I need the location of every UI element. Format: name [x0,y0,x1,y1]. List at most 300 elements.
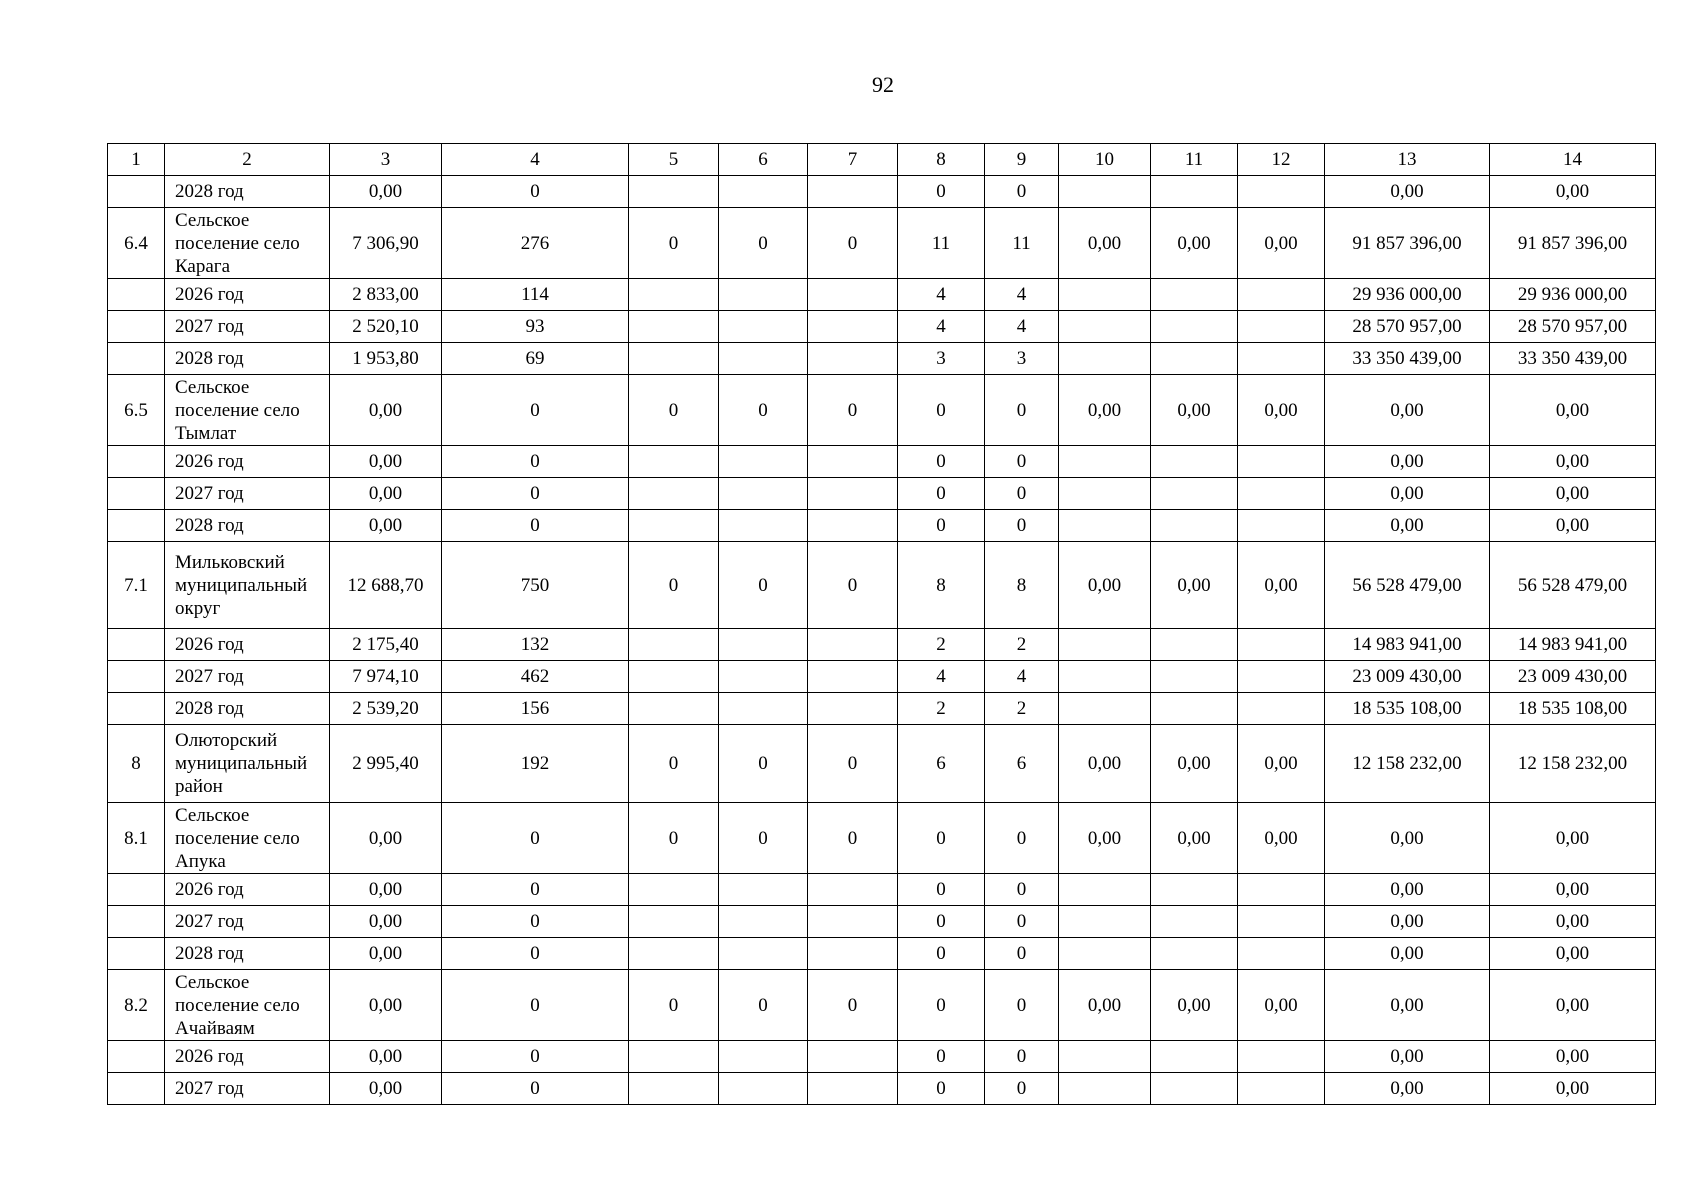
table-cell [629,693,719,725]
table-header-row [108,144,1656,176]
table-cell [1151,661,1238,693]
table-cell: 0,00 [330,803,442,874]
row-number-cell [108,311,165,343]
table-cell: 0 [985,938,1059,970]
table-cell: 0,00 [1490,1073,1656,1105]
table-cell [1059,661,1151,693]
table-cell: 0,00 [1059,725,1151,803]
table-cell: 8 [985,542,1059,629]
table-cell: 2 [898,693,985,725]
table-cell: 0 [898,906,985,938]
table-cell [719,1073,808,1105]
table-cell [1151,446,1238,478]
table-row [108,629,1656,661]
row-number-cell [108,629,165,661]
table-cell: 0,00 [1059,542,1151,629]
table-cell: 0 [442,874,629,906]
table-cell [629,629,719,661]
table-row [108,1041,1656,1073]
table-cell [1059,478,1151,510]
table-cell: 0,00 [1238,725,1325,803]
table-cell: 0 [898,874,985,906]
row-name-cell: 2027 год [165,906,330,938]
table-cell: 14 983 941,00 [1490,629,1656,661]
table-cell [1238,906,1325,938]
table-cell: 12 158 232,00 [1490,725,1656,803]
table-cell [808,446,898,478]
table-cell [629,510,719,542]
table-cell: 0,00 [1151,375,1238,446]
row-name-cell: Сельское поселение село Карага [165,208,330,279]
table-row [108,874,1656,906]
table-cell [808,938,898,970]
table-cell: 0 [442,478,629,510]
table-cell [1238,629,1325,661]
row-number-cell [108,661,165,693]
table-cell: 0,00 [1151,542,1238,629]
table-cell: 0,00 [1059,208,1151,279]
table-cell [1238,661,1325,693]
table-cell [629,311,719,343]
table-cell: 29 936 000,00 [1325,279,1490,311]
table-cell: 2 539,20 [330,693,442,725]
table-cell [1238,510,1325,542]
table-cell: 0 [985,906,1059,938]
table-cell [719,906,808,938]
table-cell: 4 [985,661,1059,693]
table-cell: 0,00 [1490,938,1656,970]
table-cell [1238,1041,1325,1073]
table-cell [719,938,808,970]
table-cell: 0,00 [1325,874,1490,906]
table-cell: 462 [442,661,629,693]
table-cell: 0 [898,938,985,970]
table-cell [629,1041,719,1073]
table-cell: 0,00 [1490,874,1656,906]
row-name-cell: 2028 год [165,343,330,375]
table-cell [1059,693,1151,725]
row-number-cell [108,1041,165,1073]
table-cell: 0,00 [1325,906,1490,938]
table-cell: 93 [442,311,629,343]
table-row [108,311,1656,343]
table-cell: 12 688,70 [330,542,442,629]
table-cell: 0,00 [1490,375,1656,446]
table-cell [808,343,898,375]
table-cell [1151,906,1238,938]
table-cell [629,661,719,693]
column-header: 14 [1490,144,1656,176]
table-cell [1059,906,1151,938]
table-cell [1059,1073,1151,1105]
column-header: 1 [108,144,165,176]
table-cell: 91 857 396,00 [1490,208,1656,279]
table-cell [1151,176,1238,208]
row-name-cell: Сельское поселение село Ачайваям [165,970,330,1041]
row-number-cell [108,279,165,311]
table-cell: 0 [442,1073,629,1105]
table-cell: 23 009 430,00 [1325,661,1490,693]
table-cell [719,176,808,208]
table-cell [1059,176,1151,208]
table-cell: 2 [985,629,1059,661]
table-cell: 0,00 [330,874,442,906]
table-cell: 11 [985,208,1059,279]
table-row [108,279,1656,311]
row-number-cell [108,478,165,510]
table-cell [1059,510,1151,542]
row-name-cell: 2027 год [165,478,330,510]
table-row [108,375,1656,446]
table-cell: 0,00 [1325,1073,1490,1105]
table-row [108,938,1656,970]
table-cell: 0,00 [1151,970,1238,1041]
table-cell [629,279,719,311]
table-cell: 0,00 [1151,725,1238,803]
table-cell: 2 833,00 [330,279,442,311]
table-cell [1059,938,1151,970]
row-name-cell: 2028 год [165,510,330,542]
table-cell [1238,478,1325,510]
table-cell: 0,00 [1238,803,1325,874]
table-cell: 0 [719,970,808,1041]
table-cell [719,510,808,542]
table-cell [1238,279,1325,311]
column-header: 13 [1325,144,1490,176]
table-cell [1059,874,1151,906]
table-cell: 0,00 [1490,478,1656,510]
table-cell: 114 [442,279,629,311]
table-cell: 33 350 439,00 [1325,343,1490,375]
table-cell [629,478,719,510]
table-cell: 11 [898,208,985,279]
table-cell: 0 [985,375,1059,446]
table-cell: 4 [898,279,985,311]
table-cell: 0,00 [1490,1041,1656,1073]
table-cell: 3 [898,343,985,375]
table-cell [808,279,898,311]
table-cell: 0,00 [1490,510,1656,542]
table-cell: 2 [898,629,985,661]
table-cell: 2 175,40 [330,629,442,661]
table-row [108,478,1656,510]
table-cell [1151,1041,1238,1073]
table-cell [1238,176,1325,208]
table-cell: 0,00 [1490,176,1656,208]
table-cell: 14 983 941,00 [1325,629,1490,661]
table-row [108,1073,1656,1105]
table-cell [808,1041,898,1073]
row-number-cell [108,446,165,478]
table-row [108,906,1656,938]
table-cell: 0,00 [330,176,442,208]
table-cell: 0 [808,803,898,874]
table-cell: 0,00 [1490,970,1656,1041]
row-name-cell: 2027 год [165,661,330,693]
table-cell: 0,00 [1238,542,1325,629]
table-cell: 0 [898,446,985,478]
table-cell [1238,874,1325,906]
table-cell: 0 [898,970,985,1041]
table-cell: 7 306,90 [330,208,442,279]
table-cell: 33 350 439,00 [1490,343,1656,375]
table-cell: 0,00 [1325,375,1490,446]
table-cell: 0 [985,176,1059,208]
table-cell: 0 [898,375,985,446]
table-cell: 0 [442,970,629,1041]
table-cell: 29 936 000,00 [1490,279,1656,311]
table-cell [808,510,898,542]
row-name-cell: 2026 год [165,279,330,311]
table-row [108,343,1656,375]
table-cell: 2 520,10 [330,311,442,343]
column-header: 9 [985,144,1059,176]
table-cell: 0,00 [1238,970,1325,1041]
table-cell [1059,311,1151,343]
table-cell: 0,00 [330,1073,442,1105]
table-cell [1151,343,1238,375]
table-cell: 4 [985,311,1059,343]
table-cell: 0 [985,803,1059,874]
table-cell [1151,693,1238,725]
table-cell: 18 535 108,00 [1325,693,1490,725]
table-cell: 0 [442,510,629,542]
table-cell: 7 974,10 [330,661,442,693]
table-cell: 0,00 [1325,478,1490,510]
column-header: 11 [1151,144,1238,176]
table-row [108,970,1656,1041]
table-cell [719,629,808,661]
table-cell: 0 [985,510,1059,542]
table-cell: 4 [898,661,985,693]
table-cell [808,693,898,725]
row-name-cell: Сельское поселение село Апука [165,803,330,874]
table-cell: 0 [808,375,898,446]
table-cell: 0 [629,970,719,1041]
row-number-cell [108,176,165,208]
table-cell [629,176,719,208]
table-cell: 1 953,80 [330,343,442,375]
table-cell [808,478,898,510]
row-number-cell: 8 [108,725,165,803]
table-cell: 0,00 [330,478,442,510]
table-cell: 276 [442,208,629,279]
column-header: 8 [898,144,985,176]
column-header: 2 [165,144,330,176]
table-cell: 0 [442,938,629,970]
table-cell [719,343,808,375]
table-cell: 0,00 [1325,176,1490,208]
column-header: 5 [629,144,719,176]
table-cell: 0,00 [1059,803,1151,874]
table-cell: 69 [442,343,629,375]
table-cell: 0,00 [1151,803,1238,874]
table-cell: 0,00 [330,446,442,478]
table-cell [1151,279,1238,311]
table-cell: 0 [985,970,1059,1041]
table-cell: 0 [898,510,985,542]
table-cell: 0,00 [1325,970,1490,1041]
table-cell [719,661,808,693]
table-cell: 28 570 957,00 [1325,311,1490,343]
table-cell [1151,478,1238,510]
table-cell: 192 [442,725,629,803]
table-cell [1238,343,1325,375]
column-header: 7 [808,144,898,176]
table-cell: 0,00 [1325,510,1490,542]
table-cell: 6 [985,725,1059,803]
table-cell: 0 [719,725,808,803]
table-cell: 0 [898,478,985,510]
table-cell: 0,00 [330,906,442,938]
table-cell: 2 995,40 [330,725,442,803]
table-cell: 0,00 [1325,1041,1490,1073]
table-cell [629,1073,719,1105]
table-cell [1059,1041,1151,1073]
row-name-cell: 2028 год [165,938,330,970]
column-header: 4 [442,144,629,176]
table-cell: 0,00 [330,375,442,446]
table-cell: 0 [442,906,629,938]
table-cell [808,661,898,693]
table-cell: 0 [985,874,1059,906]
table-cell: 0 [629,725,719,803]
row-name-cell: 2027 год [165,311,330,343]
table-cell [1151,938,1238,970]
data-table [107,143,1656,1105]
row-number-cell: 7.1 [108,542,165,629]
table-cell: 0,00 [330,938,442,970]
table-cell: 0 [985,1073,1059,1105]
row-number-cell [108,343,165,375]
row-number-cell [108,874,165,906]
table-cell [808,1073,898,1105]
table-cell: 750 [442,542,629,629]
table-cell [719,446,808,478]
table-cell: 156 [442,693,629,725]
table-cell [1151,874,1238,906]
table-cell: 0,00 [1151,208,1238,279]
table-cell: 0 [898,176,985,208]
table-cell [629,446,719,478]
table-row [108,446,1656,478]
table-cell: 0 [808,208,898,279]
table-cell: 6 [898,725,985,803]
table-cell: 0 [985,478,1059,510]
table-cell [808,874,898,906]
table-cell: 0 [808,970,898,1041]
table-cell: 0,00 [1325,446,1490,478]
table-cell [1059,343,1151,375]
row-name-cell: Мильковский муниципальный округ [165,542,330,629]
table-cell [1151,311,1238,343]
table-cell [719,874,808,906]
row-number-cell [108,906,165,938]
table-cell: 0 [629,542,719,629]
table-cell [1151,510,1238,542]
table-cell: 0 [442,375,629,446]
table-cell [808,176,898,208]
row-name-cell: 2026 год [165,874,330,906]
table-cell: 0 [719,803,808,874]
table-cell: 0,00 [1238,208,1325,279]
table-cell: 0 [629,803,719,874]
table-cell [1238,938,1325,970]
table-cell: 0 [898,1041,985,1073]
row-number-cell: 8.2 [108,970,165,1041]
table-cell: 56 528 479,00 [1325,542,1490,629]
row-name-cell: 2026 год [165,446,330,478]
table-cell: 0 [808,542,898,629]
table-cell [629,343,719,375]
table-cell [719,478,808,510]
table-cell: 0 [629,208,719,279]
table-cell: 12 158 232,00 [1325,725,1490,803]
table-cell: 132 [442,629,629,661]
table-cell: 0 [442,1041,629,1073]
row-name-cell: 2026 год [165,1041,330,1073]
table-cell: 0,00 [330,970,442,1041]
column-header: 12 [1238,144,1325,176]
table-cell [1059,279,1151,311]
table-cell [629,938,719,970]
table-cell [808,629,898,661]
column-header: 3 [330,144,442,176]
table-cell: 0,00 [330,1041,442,1073]
table-cell: 0,00 [1490,446,1656,478]
row-number-cell [108,510,165,542]
row-name-cell: Олюторский муниципальный район [165,725,330,803]
table-cell: 0 [719,542,808,629]
table-cell: 0,00 [1059,970,1151,1041]
row-number-cell [108,938,165,970]
table-row [108,803,1656,874]
table-row [108,510,1656,542]
table-row [108,661,1656,693]
table-cell: 0 [719,375,808,446]
table-cell [719,1041,808,1073]
table-cell: 0,00 [1490,803,1656,874]
table-cell: 0,00 [1238,375,1325,446]
table-cell: 0 [442,803,629,874]
table-cell: 0 [808,725,898,803]
table-cell: 0 [629,375,719,446]
table-cell: 0 [898,1073,985,1105]
column-header: 10 [1059,144,1151,176]
row-number-cell: 6.5 [108,375,165,446]
table-row [108,693,1656,725]
table-row [108,542,1656,629]
table-cell [629,874,719,906]
row-number-cell [108,1073,165,1105]
table-row [108,208,1656,279]
table-cell: 0,00 [1490,906,1656,938]
table-cell: 4 [985,279,1059,311]
table-row [108,176,1656,208]
table-cell [629,906,719,938]
table-cell [1151,1073,1238,1105]
table-cell: 18 535 108,00 [1490,693,1656,725]
table-cell: 0 [442,176,629,208]
row-name-cell: 2028 год [165,176,330,208]
table-cell [1238,693,1325,725]
table-cell [719,311,808,343]
row-name-cell: 2026 год [165,629,330,661]
table-cell: 0 [985,446,1059,478]
table-cell: 0,00 [330,510,442,542]
table-cell [1238,446,1325,478]
table-cell: 0 [719,208,808,279]
